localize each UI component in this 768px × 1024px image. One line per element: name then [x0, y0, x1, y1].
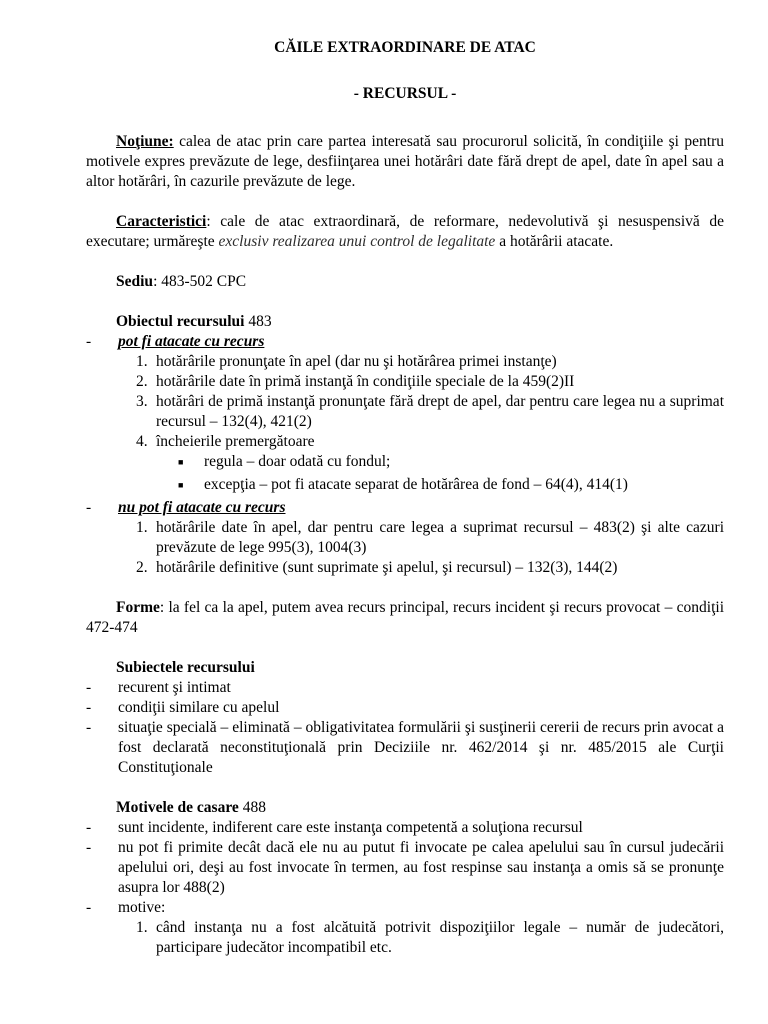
caracteristici-text-before: : cale de atac extraordinară, de reformare, nedevolutivă şi nesuspensivă de executare; urmăreşte [86, 213, 724, 250]
notiune-text: calea de atac prin care partea interesată sau procurorul solicită, în condiţiile şi pentru motivele expres prevăzute de lege, desfiinţarea unei hotărâri date fără drept de apel, date în apel sau a altor hotărâri, în cazurile prevăzute de lege. [86, 133, 724, 190]
motive-heading-ref: 488 [238, 799, 266, 816]
list-item [86, 372, 724, 392]
list-item [86, 898, 724, 918]
number-marker: 1. [136, 519, 148, 536]
list-item [86, 498, 724, 518]
number-marker: 4. [136, 433, 148, 450]
caracteristici-italic: exclusiv realizarea unui control de legalitate [218, 233, 496, 250]
number-marker: 1. [136, 919, 148, 936]
list-item [86, 352, 724, 372]
dash-marker: - [86, 819, 92, 836]
list-item-text: hotărârile definitive (sunt suprimate şi apelul, şi recursul) – 132(3), 144(2) [156, 559, 618, 576]
list-item [86, 452, 724, 472]
dash-marker: - [86, 333, 92, 350]
motive-heading [86, 798, 724, 818]
square-bullet-icon: ■ [178, 480, 184, 490]
dash-marker: - [86, 499, 92, 516]
list-item-text: hotărâri de primă instanţă pronunţate fără drept de apel, dar pentru care legea nu a suprimat recursul – 132(4), 421(2) [156, 393, 724, 430]
list-item [86, 392, 724, 432]
list-item-text: hotărârile pronunţate în apel (dar nu şi hotărârea primei instanţe) [156, 353, 557, 370]
list-item [86, 678, 724, 698]
obiect-heading [86, 312, 724, 332]
number-marker: 2. [136, 373, 148, 390]
notiune-label: Noţiune: [116, 133, 174, 150]
dash-marker: - [86, 899, 92, 916]
list-item [86, 558, 724, 578]
list-item [86, 818, 724, 838]
document-title: CĂILE EXTRAORDINARE DE ATAC [274, 39, 536, 56]
dash-marker: - [86, 719, 92, 736]
sediu-paragraph [86, 272, 724, 292]
list-item-text: motive: [118, 899, 166, 916]
subiecte-heading [86, 658, 724, 678]
number-marker: 3. [136, 393, 148, 410]
list-item [86, 838, 724, 898]
list-item-text: excepţia – pot fi atacate separat de hotărârea de fond – 64(4), 414(1) [204, 476, 628, 493]
forme-text: : la fel ca la apel, putem avea recurs principal, recurs incident şi recurs provocat – condiţii 472-474 [86, 599, 724, 636]
list-item-text: când instanţa nu a fost alcătuită potrivit dispoziţiilor legale – număr de judecători, participare judecător incompatibil etc. [156, 919, 724, 956]
list-item [86, 918, 724, 958]
list-item-text: regula – doar odată cu fondul; [204, 453, 391, 470]
list-item-text: încheierile premergătoare [156, 433, 315, 450]
caracteristici-text-after: a hotărârii atacate. [495, 233, 614, 250]
forme-label: Forme [116, 599, 160, 616]
notiune-paragraph [86, 132, 724, 192]
list-item [86, 332, 724, 352]
list-item-text: nu pot fi primite decât dacă ele nu au putut fi invocate pe calea apelului sau în cursul judecării apelului ori, deşi au fost invocate în termen, au fost respinse sau instanţa a omis să se pronunţe asupra lor 488(2) [118, 839, 724, 896]
document-subtitle: - RECURSUL - [353, 85, 457, 102]
list-item [86, 475, 724, 495]
list-item [86, 518, 724, 558]
pot-fi-atacate-label: pot fi atacate cu recurs [118, 333, 265, 350]
list-item-text: situaţie specială – eliminată – obligativitatea formulării şi susţinerii cererii de recurs prin avocat a fost declarată neconstituţională prin Deciziile nr. 462/2014 şi nr. 485/2015 ale Curţii Constituţionale [118, 719, 724, 776]
list-item [86, 698, 724, 718]
sediu-label: Sediu [116, 273, 154, 290]
dash-marker: - [86, 679, 92, 696]
document-page [86, 38, 724, 958]
caracteristici-paragraph [86, 212, 724, 252]
list-item-text: sunt incidente, indiferent care este instanţa competentă a soluţiona recursul [118, 819, 583, 836]
square-bullet-icon: ■ [178, 457, 184, 467]
number-marker: 2. [136, 559, 148, 576]
obiect-heading-label: Obiectul recursului [116, 313, 245, 330]
list-item-text: hotărârile date în primă instanţă în condiţiile speciale de la 459(2)II [156, 373, 575, 390]
forme-paragraph [86, 598, 724, 638]
number-marker: 1. [136, 353, 148, 370]
list-item-text: condiţii similare cu apelul [118, 699, 280, 716]
nu-pot-fi-atacate-label: nu pot fi atacate cu recurs [118, 499, 286, 516]
dash-marker: - [86, 699, 92, 716]
list-item-text: hotărârile date în apel, dar pentru care legea a suprimat recursul – 483(2) şi alte cazuri prevăzute de lege 995(3), 1004(3) [156, 519, 724, 556]
list-item-text: recurent şi intimat [118, 679, 231, 696]
caracteristici-label: Caracteristici [116, 213, 207, 230]
list-item [86, 718, 724, 778]
motive-heading-label: Motivele de casare [116, 799, 239, 816]
obiect-heading-ref: 483 [244, 313, 272, 330]
subiecte-heading-label: Subiectele recursului [116, 659, 255, 676]
dash-marker: - [86, 839, 92, 856]
sediu-text: : 483-502 CPC [153, 273, 247, 290]
list-item [86, 432, 724, 452]
